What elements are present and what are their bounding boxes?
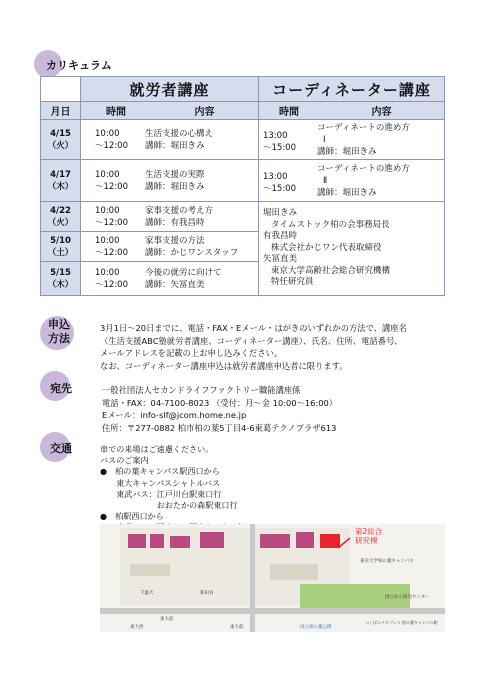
vertical-road — [250, 524, 255, 632]
staff-title: 株式会社かじワン代表取締役 — [271, 242, 382, 253]
map-label: つくばエクスプレス 柏の葉キャンパス駅 — [365, 620, 438, 625]
transport-line: ● 柏駅西口から — [100, 511, 164, 522]
staff-title: 東京大学高齢社会総合研究機構 — [271, 265, 391, 276]
highlighted-building — [320, 534, 340, 548]
address-line: 住所：〒277-0882 柏市柏の葉5丁目4-6東葛テクノプラザ613 — [102, 422, 337, 433]
lecturer-profiles — [259, 202, 445, 296]
map-label: 国立がん研究センター — [385, 595, 430, 600]
address-text — [102, 384, 462, 434]
coord-course-header: コーディネーター講座 — [259, 77, 445, 102]
job-session: 10:00 〜12:00 生活支援の実際 講師：堀田きみ — [81, 160, 259, 202]
date-column-header: 月日 — [41, 102, 81, 120]
campus-map — [100, 524, 445, 632]
job-subheader — [81, 102, 259, 120]
apply-heading-line1: 申込 — [48, 318, 70, 331]
staff-name: 有我昌時 — [263, 231, 298, 242]
row-date: 4/15 （火） — [41, 120, 81, 160]
map-label: 東大前 — [160, 617, 174, 622]
building — [128, 534, 146, 548]
corner-cell — [41, 77, 81, 102]
building — [270, 564, 318, 580]
map-label: 和田谷 — [200, 591, 214, 596]
staff-title: タイムストック柏の会事務局長 — [271, 219, 390, 230]
curriculum-table — [40, 76, 445, 296]
address-heading: 宛先 — [50, 382, 72, 395]
coord-time-header: 時間 — [279, 107, 299, 118]
transport-line: おおたかの森駅東口行 — [100, 500, 238, 511]
coord-session: 13:00 〜15:00 コーディネートの進め方 Ⅱ 講師：堀田きみ — [259, 160, 445, 202]
map-label: 東京大学柏の葉キャンパス — [360, 559, 414, 564]
apply-line: 3月1日〜20日までに、電話・FAX・Eメール・はがきのいずれかの方法で、講座名 — [100, 323, 407, 333]
apply-line: （生活支援ABC塾就労者講座、コーディネーター講座）、氏名、住所、電話番号、 — [100, 335, 403, 346]
address-line: Eメール：info-slf@jcom.home.ne.jp — [102, 410, 247, 421]
job-course-header: 就労者講座 — [81, 77, 259, 102]
row-date: 4/22 （火） — [41, 202, 81, 232]
apply-text — [100, 322, 470, 372]
apply-heading-line2: 方法 — [48, 332, 70, 345]
job-session: 10:00 〜12:00 家事支援の方法 講師：かじワンスタッフ — [81, 232, 259, 262]
building — [130, 564, 170, 576]
transport-line: 東武バス：江戸川台駅東口行 — [100, 488, 222, 499]
building — [150, 534, 164, 548]
transport-line: ● 柏の葉キャンパス駅西口から — [100, 466, 220, 477]
staff-title: 特任研究員 — [271, 277, 314, 288]
coord-content-header: 内容 — [371, 107, 392, 118]
job-session: 10:00 〜12:00 生活支援の心構え 講師：堀田きみ — [81, 120, 259, 160]
map-label: 東大前 — [230, 625, 244, 630]
building — [296, 532, 314, 548]
row-date: 4/17 （木） — [41, 160, 81, 202]
building — [260, 534, 290, 548]
staff-name: 矢冨直美 — [263, 254, 298, 265]
highlight-label-1: 第2総合 — [355, 527, 383, 536]
building — [170, 536, 190, 548]
apply-line: メールアドレスを記載の上お申し込みください。 — [100, 348, 283, 359]
transport-line: 車での来場はご遠慮ください。 — [100, 444, 214, 454]
main-road — [100, 608, 445, 614]
transport-line: 東大キャンパスシャトルバス — [100, 477, 221, 488]
coord-subheader — [259, 102, 445, 120]
coord-session: 13:00 〜15:00 コーディネートの進め方 Ⅰ 講師：堀田きみ — [259, 120, 445, 160]
building — [200, 532, 224, 548]
address-line: 一般社団法人セカンドライフファクトリー職能講座係 — [102, 385, 301, 395]
map-label: 国立柏の葉公園 — [300, 625, 332, 630]
address-line: 電話・FAX：04-7100-8023 （受付：月〜金 10:00〜16:00） — [102, 397, 338, 408]
transport-line: バスのご案内 — [100, 455, 149, 466]
apply-heading — [48, 318, 70, 346]
highlight-label-2: 研究棟 — [355, 536, 378, 545]
job-session: 10:00 〜12:00 今後の就労に向けて 講師：矢冨直美 — [81, 262, 259, 296]
transport-text — [100, 444, 400, 534]
row-date: 5/10 （土） — [41, 232, 81, 262]
transport-heading: 交通 — [50, 442, 72, 455]
row-date: 5/15 （木） — [41, 262, 81, 296]
curriculum-heading: カリキュラム — [46, 59, 112, 72]
staff-name: 堀田きみ — [263, 208, 298, 219]
job-session: 10:00 〜12:00 家事支援の考え方 講師：有我昌時 — [81, 202, 259, 232]
apply-line: なお、コーディネーター講座申込は就労者講座申込者に限ります。 — [100, 360, 348, 371]
map-label: 東大西 — [130, 625, 144, 630]
job-content-header: 内容 — [194, 107, 215, 118]
job-time-header: 時間 — [106, 107, 126, 118]
map-label: 千葉大 — [140, 591, 154, 596]
